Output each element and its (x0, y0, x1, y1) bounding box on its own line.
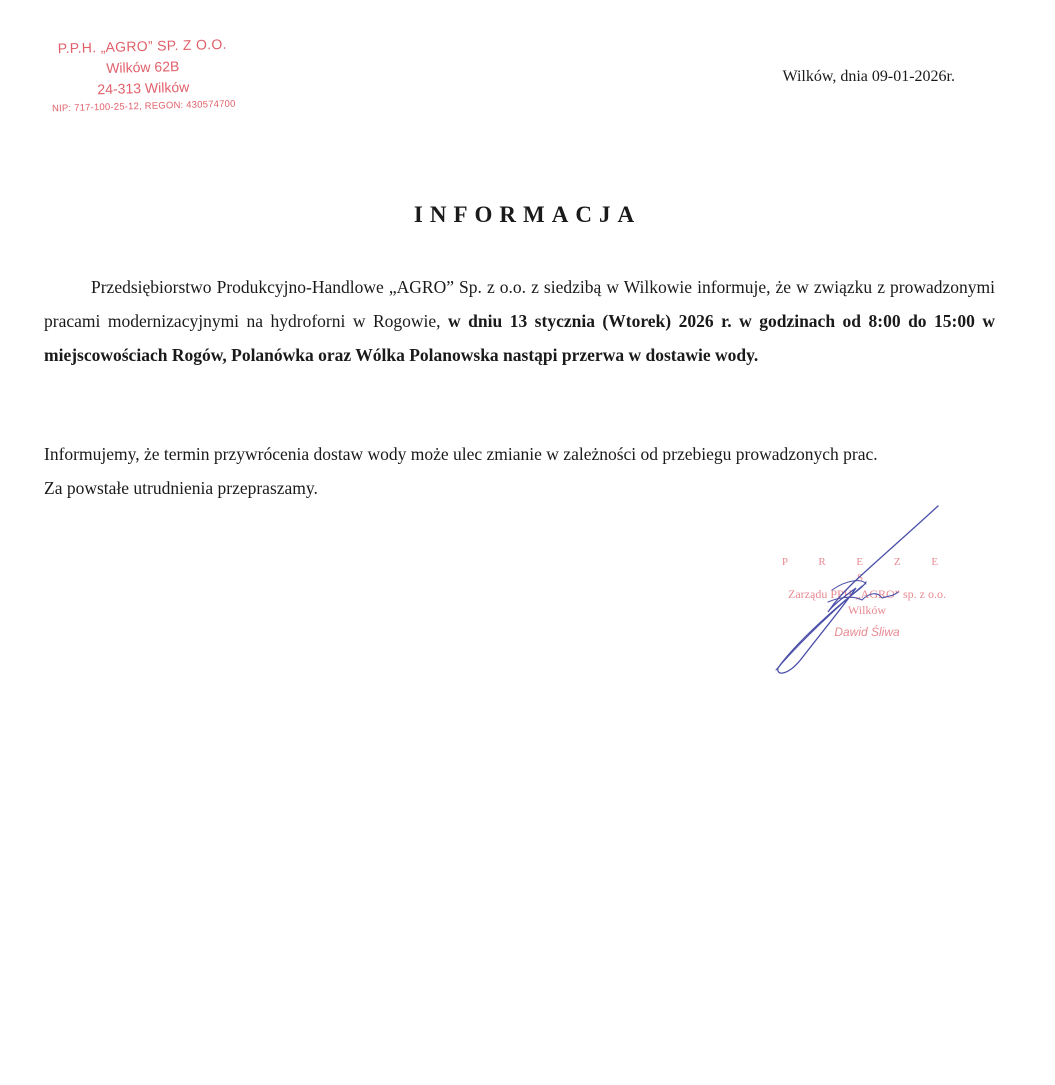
document-date: Wilków, dnia 09-01-2026r. (782, 68, 955, 85)
notice-paragraph (44, 437, 995, 505)
handwritten-signature (762, 500, 962, 680)
restoration-notice: Informujemy, że termin przywrócenia dostaw wody może ulec zmianie w zależności od przebiegu prowadzonych prac. (44, 444, 878, 464)
seal-place: Wilków (847, 603, 887, 617)
seal-name: Dawid Śliwa (834, 625, 900, 639)
stamp-postal-code: 24-313 Wilków (97, 78, 190, 98)
document-title: INFORMACJA (413, 202, 642, 227)
outage-details: w dniu 13 stycznia (Wtorek) 2026 r. w godzinach od 8:00 do 15:00 w miejscowościach Rogów, Polanówka oraz Wólka Polanowska nastąpi przerwa w dostawie wody. (44, 311, 995, 365)
apology-line: Za powstałe utrudnienia przepraszamy. (44, 478, 318, 498)
seal-board: Zarządu PPH „AGRO” sp. z o.o. (788, 587, 946, 601)
seal-role: P R E Z E S (781, 556, 953, 584)
company-stamp (27, 33, 259, 118)
stamp-tax-ids: NIP: 717-100-25-12, REGON: 430574700 (51, 98, 236, 115)
stamp-address: Wilków 62B (106, 58, 180, 76)
signature-block (762, 500, 962, 680)
announcement-paragraph (44, 270, 995, 372)
stamp-company-name: P.P.H. „AGRO” SP. Z O.O. (57, 35, 227, 57)
announcement-intro: Przedsiębiorstwo Produkcyjno-Handlowe „AGRO” Sp. z o.o. z siedzibą w Wilkowie informuje, że w związku z prowadzonymi pracami modernizacyjnymi na hydroforni w Rogowie, (44, 277, 995, 331)
